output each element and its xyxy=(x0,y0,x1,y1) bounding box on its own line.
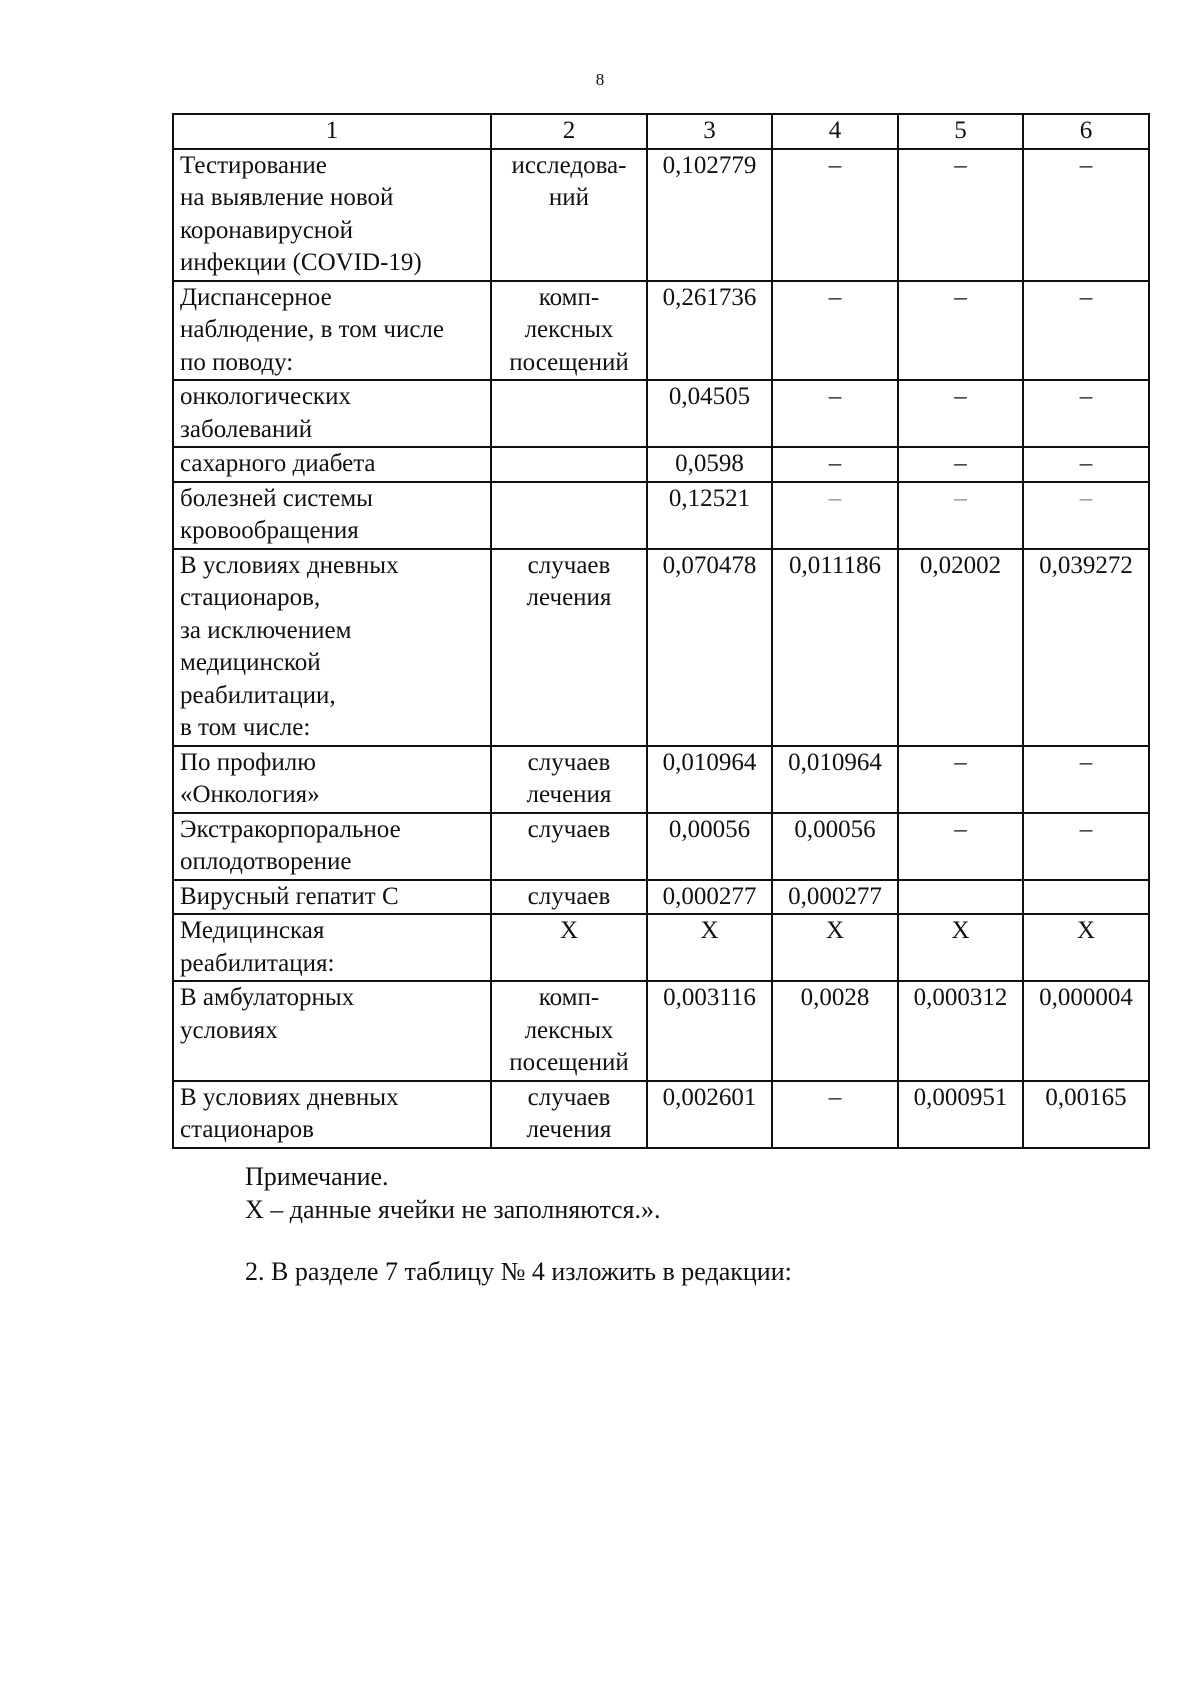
note-block xyxy=(245,1160,661,1226)
table-cell-col5: Х xyxy=(898,914,1023,981)
table-cell-col5 xyxy=(898,880,1023,915)
table-cell-col2: случаев лечения xyxy=(491,1081,647,1148)
table-row xyxy=(173,149,1149,281)
table-cell-col4: – xyxy=(772,447,898,482)
table-cell-col3: 0,04505 xyxy=(647,380,772,447)
table-cell-col5: 0,02002 xyxy=(898,549,1023,746)
table-cell-col4: 0,00056 xyxy=(772,813,898,880)
table-cell-col5: – xyxy=(898,149,1023,281)
header-cell: 1 xyxy=(173,114,491,149)
table-cell-col1: Тестирование на выявление новой коронавирусной инфекции (COVID-19) xyxy=(173,149,491,281)
table-cell-col5: – xyxy=(898,482,1023,549)
table-cell-col2: исследова- ний xyxy=(491,149,647,281)
table-cell-col5: – xyxy=(898,813,1023,880)
table-row xyxy=(173,813,1149,880)
table-cell-col3: Х xyxy=(647,914,772,981)
header-cell: 4 xyxy=(772,114,898,149)
header-cell: 6 xyxy=(1023,114,1149,149)
header-cell: 2 xyxy=(491,114,647,149)
table-cell-col3: 0,002601 xyxy=(647,1081,772,1148)
table-cell-col3: 0,261736 xyxy=(647,281,772,381)
table-cell-col1: В условиях дневных стационаров xyxy=(173,1081,491,1148)
table-cell-col4: 0,010964 xyxy=(772,746,898,813)
table-cell-col1: Вирусный гепатит С xyxy=(173,880,491,915)
table-cell-col1: Экстракорпоральное оплодотворение xyxy=(173,813,491,880)
table-cell-col4: – xyxy=(772,482,898,549)
table-cell-col3: 0,010964 xyxy=(647,746,772,813)
table-cell-col5: – xyxy=(898,746,1023,813)
table-cell-col2: случаев лечения xyxy=(491,746,647,813)
table-row xyxy=(173,447,1149,482)
data-table xyxy=(172,113,1150,1149)
table-cell-col3: 0,00056 xyxy=(647,813,772,880)
table-cell-col6: Х xyxy=(1023,914,1149,981)
table-cell-col4: 0,000277 xyxy=(772,880,898,915)
table-cell-col4: – xyxy=(772,380,898,447)
table-cell-col6: – xyxy=(1023,281,1149,381)
table-row xyxy=(173,380,1149,447)
table-row xyxy=(173,880,1149,915)
table-cell-col2: случаев xyxy=(491,880,647,915)
table-cell-col2 xyxy=(491,482,647,549)
table-cell-col5: – xyxy=(898,380,1023,447)
table-cell-col6: – xyxy=(1023,380,1149,447)
header-cell: 5 xyxy=(898,114,1023,149)
amendment-text: 2. В разделе 7 таблицу № 4 изложить в редакции: xyxy=(245,1257,792,1286)
table-row xyxy=(173,281,1149,381)
table-cell-col6: 0,000004 xyxy=(1023,981,1149,1081)
table-cell-col2: Х xyxy=(491,914,647,981)
table-cell-col2: случаев лечения xyxy=(491,549,647,746)
header-cell: 3 xyxy=(647,114,772,149)
table-row xyxy=(173,914,1149,981)
table-cell-col2 xyxy=(491,447,647,482)
table-cell-col2: случаев xyxy=(491,813,647,880)
table-cell-col6 xyxy=(1023,880,1149,915)
table-cell-col1: Диспансерное наблюдение, в том числе по поводу: xyxy=(173,281,491,381)
table-cell-col1: онкологических заболеваний xyxy=(173,380,491,447)
table-cell-col4: – xyxy=(772,281,898,381)
table-cell-col6: – xyxy=(1023,482,1149,549)
table-cell-col6: 0,00165 xyxy=(1023,1081,1149,1148)
table-cell-col4: 0,0028 xyxy=(772,981,898,1081)
table-cell-col3: 0,102779 xyxy=(647,149,772,281)
table-cell-col6: – xyxy=(1023,447,1149,482)
table-cell-col5: 0,000312 xyxy=(898,981,1023,1081)
table-cell-col5: 0,000951 xyxy=(898,1081,1023,1148)
table-cell-col2: комп- лексных посещений xyxy=(491,981,647,1081)
table-row xyxy=(173,482,1149,549)
table-row xyxy=(173,549,1149,746)
table-cell-col1: болезней системы кровообращения xyxy=(173,482,491,549)
table-cell-col4: – xyxy=(772,149,898,281)
table-cell-col3: 0,000277 xyxy=(647,880,772,915)
table-cell-col4: Х xyxy=(772,914,898,981)
table-cell-col3: 0,070478 xyxy=(647,549,772,746)
table-cell-col1: В условиях дневных стационаров, за исключением медицинской реабилитации, в том числе: xyxy=(173,549,491,746)
note-text: Х – данные ячейки не заполняются.». xyxy=(245,1195,661,1224)
note-title: Примечание. xyxy=(245,1162,389,1191)
page-number: 8 xyxy=(595,70,605,89)
table-cell-col5: – xyxy=(898,447,1023,482)
table-cell-col2 xyxy=(491,380,647,447)
table-cell-col6: 0,039272 xyxy=(1023,549,1149,746)
table-cell-col4: – xyxy=(772,1081,898,1148)
table-cell-col3: 0,003116 xyxy=(647,981,772,1081)
table-row xyxy=(173,746,1149,813)
table-cell-col3: 0,12521 xyxy=(647,482,772,549)
table-cell-col1: В амбулаторных условиях xyxy=(173,981,491,1081)
table-cell-col6: – xyxy=(1023,746,1149,813)
table-cell-col4: 0,011186 xyxy=(772,549,898,746)
table-cell-col3: 0,0598 xyxy=(647,447,772,482)
table-cell-col2: комп- лексных посещений xyxy=(491,281,647,381)
table-cell-col1: По профилю «Онкология» xyxy=(173,746,491,813)
table-cell-col6: – xyxy=(1023,813,1149,880)
table-row xyxy=(173,1081,1149,1148)
table-cell-col1: Медицинская реабилитация: xyxy=(173,914,491,981)
table-cell-col1: сахарного диабета xyxy=(173,447,491,482)
table-row xyxy=(173,981,1149,1081)
table-header-row xyxy=(173,114,1149,149)
table-cell-col5: – xyxy=(898,281,1023,381)
table-cell-col6: – xyxy=(1023,149,1149,281)
